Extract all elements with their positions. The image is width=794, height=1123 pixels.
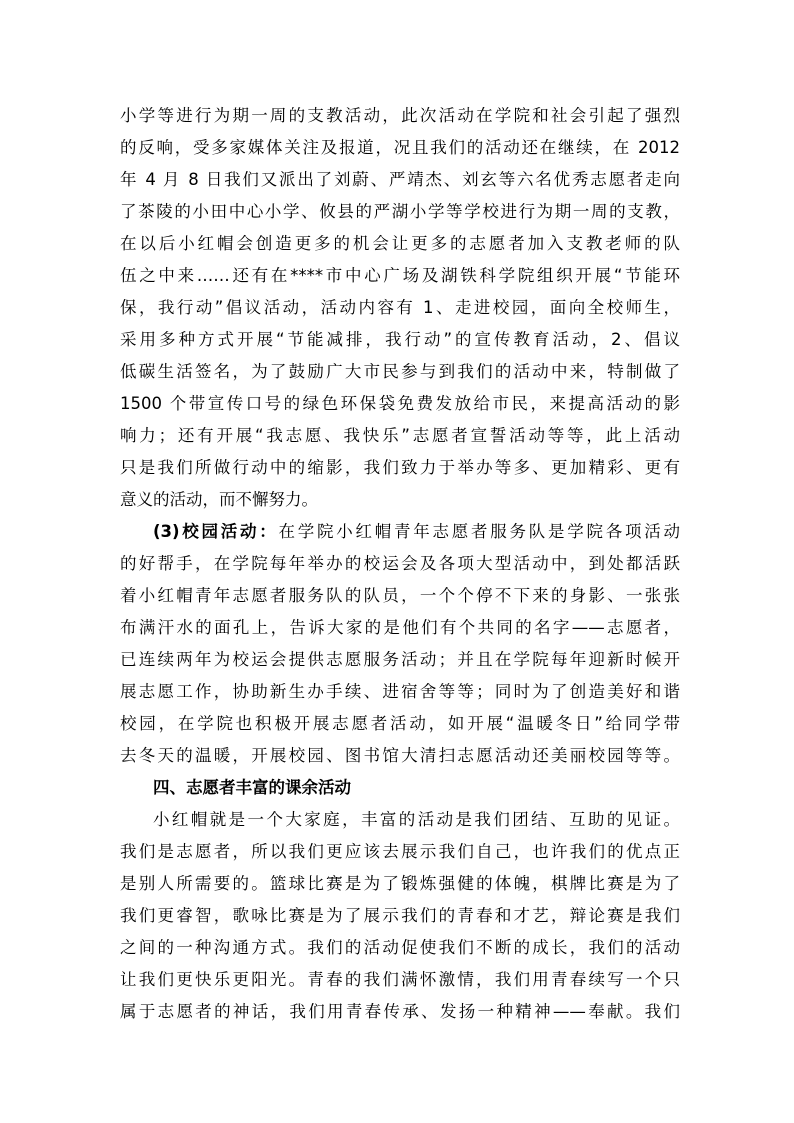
body-line: 只是我们所做行动中的缩影，我们致力于举办等多、更加精彩、更有 <box>120 458 680 477</box>
body-line: 展志愿工作，协助新生办手续、进宿舍等等；同时为了创造美好和谐 <box>120 682 680 701</box>
body-line: 布满汗水的面孔上，告诉大家的是他们有个共同的名字——志愿者， <box>120 618 680 637</box>
body-line: 采用多种方式开展“节能减排，我行动”的宣传教育活动，2、倡议 <box>120 330 680 349</box>
body-line: 让我们更快乐更阳光。青春的我们满怀激情，我们用青春续写一个只 <box>120 970 680 989</box>
campus-activity-label: (3)校园活动： <box>153 522 279 541</box>
body-line: 1500 个带宣传口号的绿色环保袋免费发放给市民，来提高活动的影 <box>120 394 680 413</box>
body-line: 意义的活动，而不懈努力。 <box>120 490 318 509</box>
body-line: 之间的一种沟通方式。我们的活动促使我们不断的成长，我们的活动 <box>120 938 680 957</box>
body-line: 已连续两年为校运会提供志愿服务活动；并且在学院每年迎新时候开 <box>120 650 680 669</box>
body-line: 我们是志愿者，所以我们更应该去展示我们自己，也许我们的优点正 <box>120 842 680 861</box>
body-line: 了茶陵的小田中心小学、攸县的严湖小学等学校进行为期一周的支教， <box>120 202 680 221</box>
body-line: 我们更睿智，歌咏比赛是为了展示我们的青春和才艺，辩论赛是我们 <box>120 906 680 925</box>
document-body <box>120 100 680 1028</box>
body-line: 响力；还有开展“我志愿、我快乐”志愿者宣誓活动等等，此上活动 <box>120 426 680 445</box>
body-line: 小学等进行为期一周的支教活动，此次活动在学院和社会引起了强烈 <box>120 106 680 125</box>
body-line: 属于志愿者的神话，我们用青春传承、发扬一种精神——奉献。我们 <box>120 1002 680 1021</box>
body-line: 伍之中来……还有在****市中心广场及湖铁科学院组织开展“节能环 <box>120 266 680 285</box>
body-line: 低碳生活签名，为了鼓励广大市民参与到我们的活动中来，特制做了 <box>120 362 680 381</box>
body-line: 着小红帽青年志愿者服务队的队员，一个个停不下来的身影、一张张 <box>120 586 680 605</box>
body-line: 小红帽就是一个大家庭，丰富的活动是我们团结、互助的见证。 <box>153 810 680 829</box>
body-line: 在以后小红帽会创造更多的机会让更多的志愿者加入支教老师的队 <box>120 234 680 253</box>
body-line: 的好帮手，在学院每年举办的校运会及各项大型活动中，到处都活跃 <box>120 554 680 573</box>
campus-activity-text: 在学院小红帽青年志愿者服务队是学院各项活动 <box>278 522 680 541</box>
paragraph-campus-first-line <box>120 516 680 548</box>
body-line: 校园，在学院也积极开展志愿者活动，如开展“温暖冬日”给同学带 <box>120 714 680 733</box>
body-line: 年 4 月 8 日我们又派出了刘蔚、严靖杰、刘玄等六名优秀志愿者走向 <box>120 170 680 189</box>
section-heading: 四、志愿者丰富的课余活动 <box>153 778 351 797</box>
body-line: 保，我行动”倡议活动，活动内容有 1、走进校园，面向全校师生， <box>120 298 680 317</box>
body-line: 去冬天的温暖，开展校园、图书馆大清扫志愿活动还美丽校园等等。 <box>120 746 680 765</box>
body-line: 的反响，受多家媒体关注及报道，况且我们的活动还在继续，在 2012 <box>120 138 680 157</box>
body-line: 是别人所需要的。篮球比赛是为了锻炼强健的体魄，棋牌比赛是为了 <box>120 874 680 893</box>
